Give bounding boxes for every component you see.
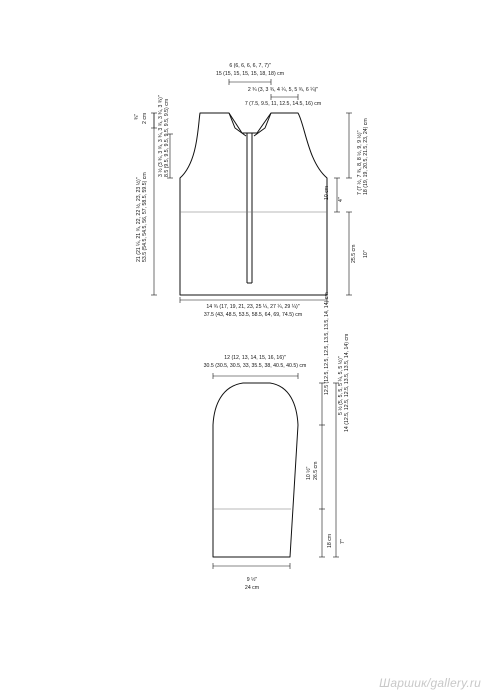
cuff-width-inches: 9 ½"	[246, 577, 258, 583]
lower-body-cm: 25.5 cm	[351, 244, 357, 263]
sleeve-lower-inches: 7"	[340, 539, 346, 544]
sleeve-total-label: 12.5 (12.5, 12.5, 12.5, 13.5, 13.5, 14, 14) cm	[324, 292, 330, 395]
total-length-inches: 21 (21 ¼, 21 ¾, 22, 22 ½, 23, 23 ½)"	[136, 177, 142, 262]
sleeve-top-cm: 30.5 (30.5, 30.5, 33, 35.5, 38, 40.5, 40.5) cm	[203, 363, 307, 369]
watermark: Шаршик/gallery.ru	[379, 676, 481, 690]
neck-width-cm: 15 (15, 15, 15, 15, 18, 18) cm	[215, 71, 285, 77]
sleeve-cap-inches: 5 ½ (5, 5, 5, 5 ¼, 5, 5 ½)"	[338, 356, 344, 415]
sleeve-top-inches: 12 (12, 13, 14, 15, 16, 16)"	[224, 355, 286, 361]
sleeve-upper-cm: 26.5 cm	[313, 461, 319, 480]
shoulder-cm: 7 (7.5, 9.5, 11, 12.5, 14.5, 16) cm	[244, 101, 322, 107]
armhole-left-inches: 3 ½ (3 ¾, 3 ¾, 3 ¾, 3 ¾, 3 ¾, 3 ¾)"	[158, 95, 164, 177]
shoulder-inches: 2 ¾ (3, 3 ¾, 4 ¼, 5, 5 ¾, 6 ¼)"	[247, 87, 319, 93]
neck-depth-cm: 2 cm	[142, 112, 148, 124]
armhole-right-cm: 18 (19, 19, 20.5, 21.5, 23, 24) cm	[363, 118, 369, 195]
cuff-width-cm: 24 cm	[244, 585, 260, 591]
upper-body-cm: 10 cm	[324, 185, 330, 200]
hem-width-cm: 37.5 (43, 48.5, 53.5, 58.5, 64, 69, 74.5) cm	[203, 312, 303, 318]
neck-width-inches: 6 (6, 6, 6, 6, 7, 7)"	[229, 63, 271, 69]
sleeve-outline	[213, 383, 298, 557]
sleeve-upper-inches: 10 ½"	[306, 466, 312, 480]
total-length-cm: 53.5 (54.5, 54.5, 56, 57, 58.5, 59.5) cm	[142, 172, 148, 262]
armhole-left-cm: 8.5 (9.5, 9.5, 9.5, 9.5, 9.5, 9.5) cm	[164, 98, 170, 177]
armhole-right-inches: 7 (7 ½, 7 ¾, 8, 8 ½, 9, 9 ½)"	[357, 130, 363, 195]
hem-width-inches: 14 ¾ (17, 19, 21, 23, 25 ¼, 27 ¼, 29 ¼)"	[206, 304, 300, 310]
lower-body-inches: 10"	[363, 250, 369, 258]
vest-outline	[180, 113, 327, 295]
upper-body-inches: 4"	[338, 197, 344, 202]
neck-depth-inches: ¾"	[134, 113, 140, 120]
sleeve-cap-cm: 14 (12.5, 12.5, 12.5, 13.5, 13.5, 14, 14) cm	[344, 333, 350, 432]
sleeve-lower-cm: 18 cm	[327, 533, 333, 548]
